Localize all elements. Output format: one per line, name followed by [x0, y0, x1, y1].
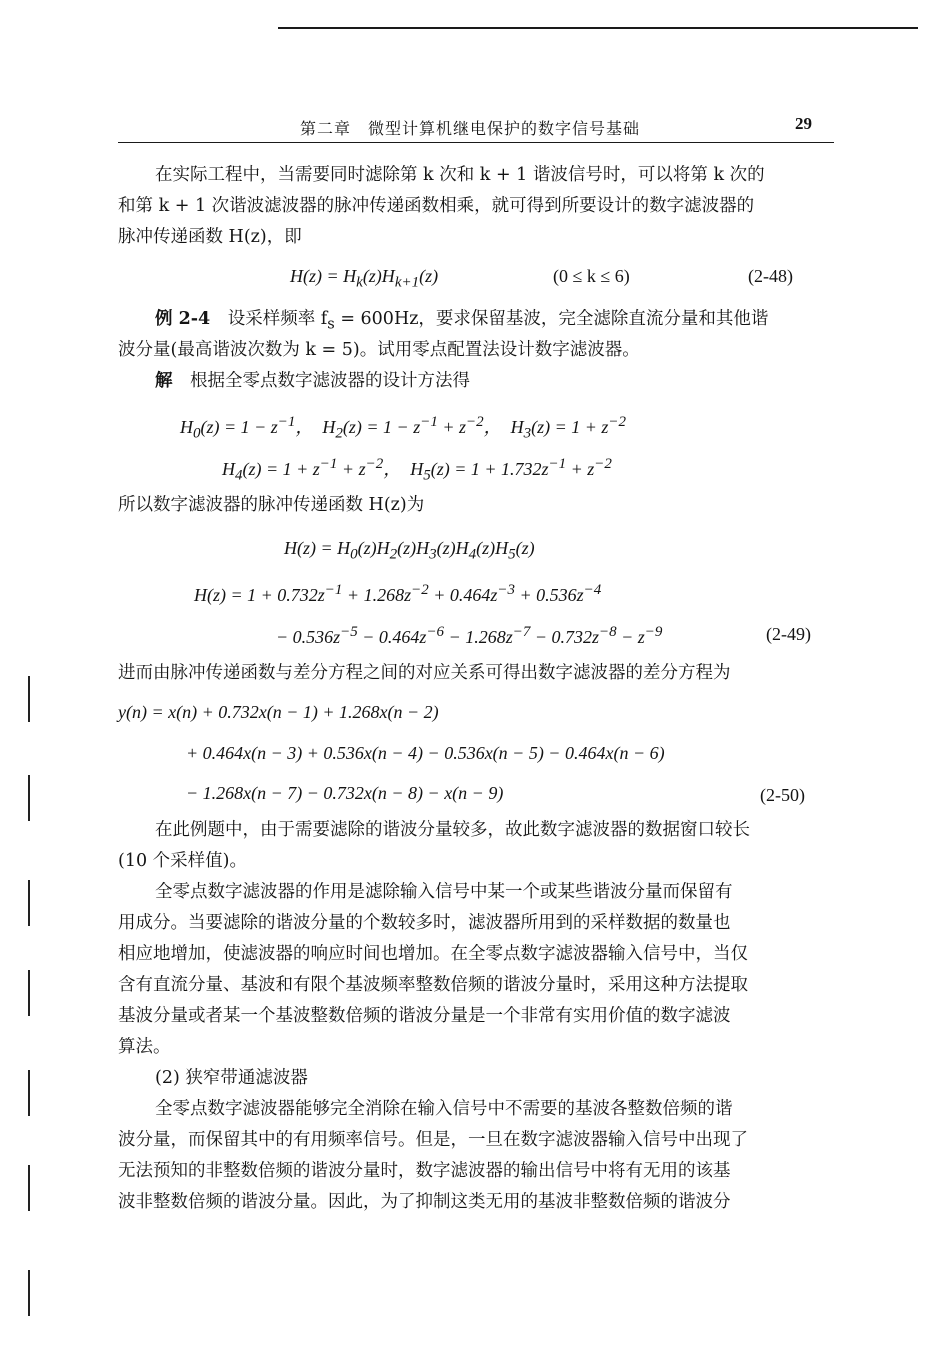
equation-h-line2: $H_4(z) = 1 + z^{-1} + z^{-2}$， $H_5(z) = 1 + 1.732z^{-1} + z^{-2}$: [222, 456, 612, 484]
body-line: 无法预知的非整数倍频的谐波分量时，数字滤波器的输出信号中将有无用的该基: [118, 1161, 731, 1181]
margin-bar: [28, 775, 30, 821]
body-line: 波非整数倍频的谐波分量。因此，为了抑制这类无用的基波非整数倍频的谐波分: [118, 1192, 731, 1212]
solution-label: 解: [155, 371, 173, 391]
running-header-title: 第二章 微型计算机继电保护的数字信号基础: [300, 119, 641, 138]
margin-bar: [28, 880, 30, 926]
equation-2-50-number: (2-50): [760, 785, 805, 805]
equation-2-48-condition: (0 ≤ k ≤ 6): [553, 266, 630, 286]
equation-product: $H(z) = H_0(z)H_2(z)H_3(z)H_4(z)H_5(z)$: [284, 538, 535, 563]
equation-2-50-line2: + 0.464x(n − 3) + 0.536x(n − 4) − 0.536x(n − 5) − 0.464x(n − 6): [186, 743, 665, 763]
equation-2-50-line1: y(n) = x(n) + 0.732x(n − 1) + 1.268x(n − 2): [118, 702, 439, 722]
equation-2-50-line3: − 1.268x(n − 7) − 0.732x(n − 8) − x(n − 9): [186, 783, 504, 803]
solution-text: 根据全零点数字滤波器的设计方法得: [172, 371, 470, 391]
margin-bar: [28, 676, 30, 722]
body-line: 用成分。当要滤除的谐波分量的个数较多时，滤波器所用到的采样数据的数量也: [118, 913, 731, 933]
body-line: 算法。: [118, 1037, 171, 1057]
equation-2-49-number: (2-49): [766, 624, 811, 644]
body-line: 在此例题中，由于需要滤除的谐波分量较多，故此数字滤波器的数据窗口较长: [155, 820, 750, 840]
margin-bar: [28, 1165, 30, 1211]
body-line: 全零点数字滤波器的作用是滤除输入信号中某一个或某些谐波分量而保留有: [155, 882, 733, 902]
margin-bar: [28, 970, 30, 1016]
equation-2-48: $H(z) = H_k(z)H_{k+1}(z)$: [290, 266, 439, 291]
body-line: 波分量，而保留其中的有用频率信号。但是，一旦在数字滤波器输入信号中出现了: [118, 1130, 748, 1150]
equation-2-49-line2: − $0.536z^{-5} - 0.464z^{-6} - 1.268z^{-7} - 0.732z^{-8} - z^{-9}$: [276, 624, 663, 647]
solution-line: [155, 366, 470, 397]
body-line: (10 个采样值)。: [118, 851, 247, 871]
equation-2-48-number: (2-48): [748, 266, 793, 286]
body-line: 进而由脉冲传递函数与差分方程之间的对应关系可得出数字滤波器的差分方程为: [118, 663, 731, 683]
body-line: 所以数字滤波器的脉冲传递函数 H(z)为: [118, 495, 425, 515]
equation-h-line1: $H_0(z) = 1 - z^{-1}$， $H_2(z) = 1 - z^{-1} + z^{-2}$， $H_3(z) = 1 + z^{-2}$: [180, 414, 627, 442]
example-label: 例 2-4: [155, 309, 211, 329]
body-line: 和第 k + 1 次谐波滤波器的脉冲传递函数相乘，就可得到所要设计的数字滤波器的: [118, 196, 755, 216]
section-subheading: (2) 狭窄带通滤波器: [155, 1068, 308, 1088]
body-line: 含有直流分量、基波和有限个基波频率整数倍频的谐波分量时，采用这种方法提取: [118, 975, 748, 995]
body-line: 在实际工程中，当需要同时滤除第 k 次和 k + 1 谐波信号时，可以将第 k 次的: [155, 165, 765, 185]
margin-bar: [28, 1270, 30, 1316]
equation-2-49-line1: $H(z) = 1 + 0.732z^{-1} + 1.268z^{-2} + 0.464z^{-3} + 0.536z^{-4}$: [194, 582, 602, 605]
body-line: 基波分量或者某一个基波整数倍频的谐波分量是一个非常有实用价值的数字滤波: [118, 1006, 731, 1026]
header-rule: [118, 142, 834, 143]
body-line: 波分量(最高谐波次数为 k = 5)。试用零点配置法设计数字滤波器。: [118, 340, 640, 360]
top-rule: [278, 27, 918, 29]
page-number: 29: [795, 114, 812, 133]
margin-bar: [28, 1070, 30, 1116]
body-line: 全零点数字滤波器能够完全消除在输入信号中不需要的基波各整数倍频的谐: [155, 1099, 733, 1119]
example-text: 设采样频率 $f_s = 600Hz$，要求保留基波，完全滤除直流分量和其他谐: [210, 309, 769, 333]
body-line: 相应地增加，使滤波器的响应时间也增加。在全零点数字滤波器输入信号中，当仅: [118, 944, 748, 964]
body-line: 脉冲传递函数 H(z)，即: [118, 227, 302, 247]
